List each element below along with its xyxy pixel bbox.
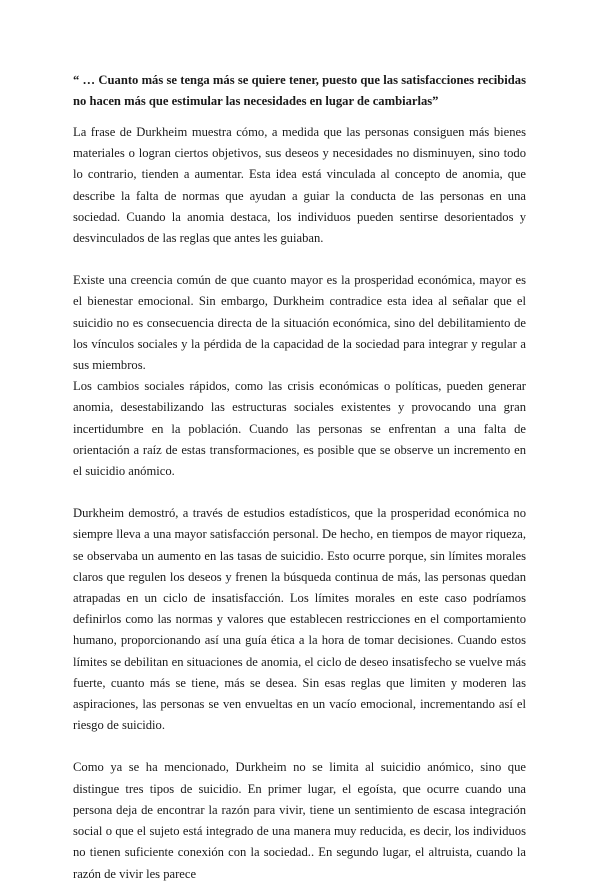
paragraph-4: Durkheim demostró, a través de estudios estadísticos, que la prosperidad económica no siempre lleva a una mayor satisfacción personal. De hecho, en tiempos de mayor riqueza, se observaba un aumento en las tasas de suicidio. Esto ocurre porque, sin límites morales claros que regulen los deseos y frenen la búsqueda continua de más, las personas quedan atrapadas en un ciclo de insatisfacción. Los límites morales en este caso podríamos definirlos como las normas y valores que establecen restricciones en el comportamiento humano, proporcionando así una guía ética a la hora de tomar decisiones. Cuando estos límites se debilitan en situaciones de anomia, el ciclo de deseo insatisfecho se vuelve más fuerte, cuanto más se tiene, más se desea. Sin esas reglas que limiten y moderen las aspiraciones, las personas se ven envueltas en un vacío emocional, incrementando así el riesgo de suicidio.: [73, 506, 526, 733]
paragraph-5: Como ya se ha mencionado, Durkheim no se limita al suicidio anómico, sino que distingue tres tipos de suicidio. En primer lugar, el egoísta, que ocurre cuando una persona deja de encontrar la razón para vivir, tiene un sentimiento de escasa integración social o que el sujeto está integrado de una manera muy reducida, es decir, los individuos no tienen suficiente conexión con la sociedad.. En segundo lugar, el altruista, cuando la razón de vivir les parece: [73, 760, 526, 881]
durkheim-quote: “ … Cuanto más se tenga más se quiere tener, puesto que las satisfacciones recibidas no hacen más que estimular las necesidades en lugar de cambiarlas”: [73, 73, 526, 108]
paragraph-3: Los cambios sociales rápidos, como las crisis económicas o políticas, pueden generar anomia, desestabilizando las estructuras sociales existentes y provocando una gran incertidumbre en la población. Cuando las personas se enfrentan a una falta de orientación a raíz de estas transformaciones, es posible que se observe un incremento en el suicidio anómico.: [73, 379, 526, 479]
paragraph-2: Existe una creencia común de que cuanto mayor es la prosperidad económica, mayor es el bienestar emocional. Sin embargo, Durkheim contradice esta idea al señalar que el suicidio no es consecuencia directa de la situación económica, sino del debilitamiento de los vínculos sociales y la pérdida de la capacidad de la sociedad para integrar y regular a sus miembros.: [73, 273, 526, 373]
paragraph-1: La frase de Durkheim muestra cómo, a medida que las personas consiguen más bienes materiales o logran ciertos objetivos, sus deseos y necesidades no disminuyen, sino todo lo contrario, tienden a aumentar. Esta idea está vinculada al concepto de anomia, que describe la falta de normas que ayudan a guiar la conducta de las personas en una sociedad. Cuando la anomia destaca, los individuos pueden sentirse desorientados y desvinculados de las reglas que antes les guiaban.: [73, 125, 526, 246]
